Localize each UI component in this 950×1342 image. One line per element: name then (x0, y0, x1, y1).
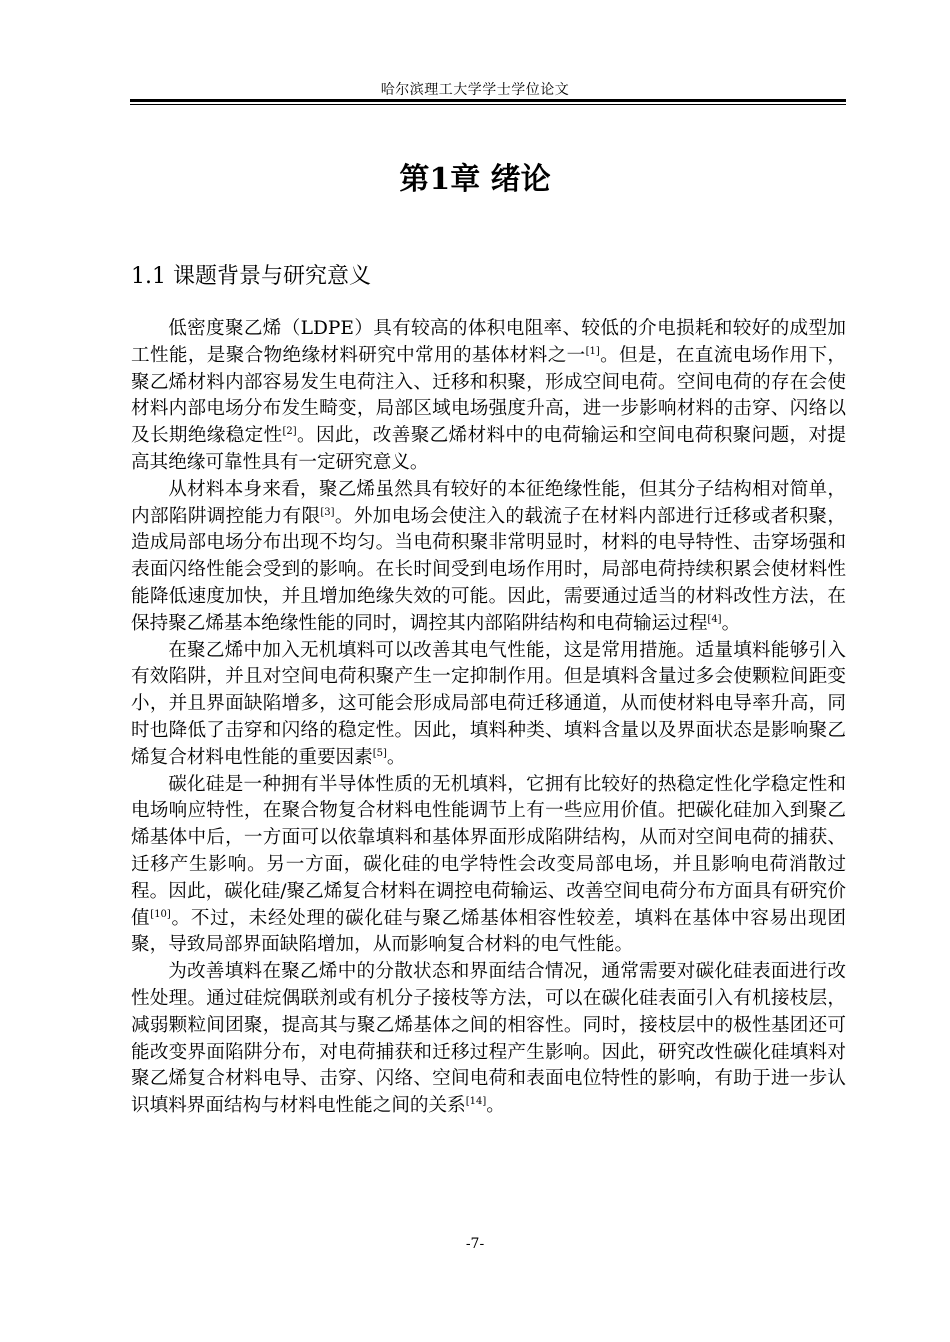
header-rule-thick (130, 99, 846, 102)
citation-ref: [4] (707, 613, 722, 625)
chapter-title: 第1章 绪论 (399, 162, 551, 197)
paragraph (131, 772, 846, 960)
paragraph (131, 316, 846, 477)
body-text (131, 316, 846, 1120)
citation-ref: [14] (465, 1095, 487, 1107)
paragraph-text: 。 (486, 1095, 505, 1117)
paragraph-text: 在聚乙烯中加入无机填料可以改善其电气性能，这是常用措施。适量填料能够引入有效陷阱，并且对空间电荷积聚产生一定抑制作用。但是填料含量过多会使颗粒间距变小，并且界面缺陷增多，这可能会形成局部电荷迁移通道，从而使材料电导率升高，同时也降低了击穿和闪络的稳定性。因此，填料种类、填料含量以及界面状态是影响聚乙烯复合材料电性能的重要因素 (131, 639, 846, 768)
page-number: -7- (465, 1236, 485, 1252)
paragraph-text: 。不过，未经处理的碳化硅与聚乙烯基体相容性较差，填料在基体中容易出现团聚，导致局部界面缺陷增加，从而影响复合材料的电气性能。 (131, 907, 846, 956)
paragraph-text: 。因此，改善聚乙烯材料中的电荷输运和空间电荷积聚问题，对提高其绝缘可靠性具有一定研究意义。 (131, 425, 846, 473)
paragraph-text: 。但是，在直流电场作用下，聚乙烯材料内部容易发生电荷注入、迁移和积聚，形成空间电荷。空间电荷的存在会使材料内部电场分布发生畸变，局部区域电场强度升高，进一步影响材料的击穿、闪络以及长期绝缘稳定性 (131, 344, 846, 447)
citation-ref: [3] (320, 506, 335, 518)
paragraph (131, 477, 846, 638)
citation-ref: [10] (150, 908, 171, 920)
section-title: 1.1 课题背景与研究意义 (131, 264, 371, 289)
paragraph (131, 959, 846, 1120)
citation-ref: [2] (282, 426, 297, 437)
paragraph-text: 。 (721, 612, 741, 634)
paragraph-text: 。外加电场会使注入的载流子在材料内部进行迁移或者积聚，造成局部电场分布出现不均匀。当电荷积聚非常明显时，材料的电导特性、击穿场强和表面闪络性能会受到的影响。在长时间受到电场作用时，局部电荷持续积累会使材料性能降低速度加快，并且增加绝缘失效的可能。因此，需要通过适当的材料改性方法，在保持聚乙烯基本绝缘性能的同时，调控其内部陷阱结构和电荷输运过程 (131, 505, 846, 634)
citation-ref: [5] (372, 747, 387, 759)
paragraph-text: 。 (386, 746, 406, 768)
paragraph-text: 为改善填料在聚乙烯中的分散状态和界面结合情况，通常需要对碳化硅表面进行改性处理。通过硅烷偶联剂或有机分子接枝等方法，可以在碳化硅表面引入有机接枝层，减弱颗粒间团聚，提高其与聚乙烯基体之间的相容性。同时，接枝层中的极性基团还可能改变界面陷阱分布，对电荷捕获和迁移过程产生影响。因此，研究改性碳化硅填料对聚乙烯复合材料电导、击穿、闪络、空间电荷和表面电位特性的影响，有助于进一步认识填料界面结构与材料电性能之间的关系 (131, 961, 846, 1117)
paragraph-text: 碳化硅是一种拥有半导体性质的无机填料，它拥有比较好的热稳定性化学稳定性和电场响应特性，在聚合物复合材料电性能调节上有一些应用价值。把碳化硅加入到聚乙烯基体中后，一方面可以依靠填料和基体界面形成陷阱结构，从而对空间电荷的捕获、迁移产生影响。另一方面，碳化硅的电学特性会改变局部电场，并且影响电荷消散过程。因此，碳化硅/聚乙烯复合材料在调控电荷输运、改善空间电荷分布方面具有研究价值 (131, 773, 846, 929)
citation-ref: [1] (585, 345, 600, 357)
header-title: 哈尔滨理工大学学士学位论文 (380, 82, 570, 98)
paragraph-text: 从材料本身来看，聚乙烯虽然具有较好的本征绝缘性能，但其分子结构相对简单，内部陷阱调控能力有限 (131, 478, 846, 527)
header-rule-thin (130, 104, 846, 105)
paragraph (131, 638, 846, 772)
paragraph-text: 低密度聚乙烯（LDPE）具有较高的体积电阻率、较低的介电损耗和较好的成型加工性能，是聚合物绝缘材料研究中常用的基体材料之一 (131, 318, 846, 366)
